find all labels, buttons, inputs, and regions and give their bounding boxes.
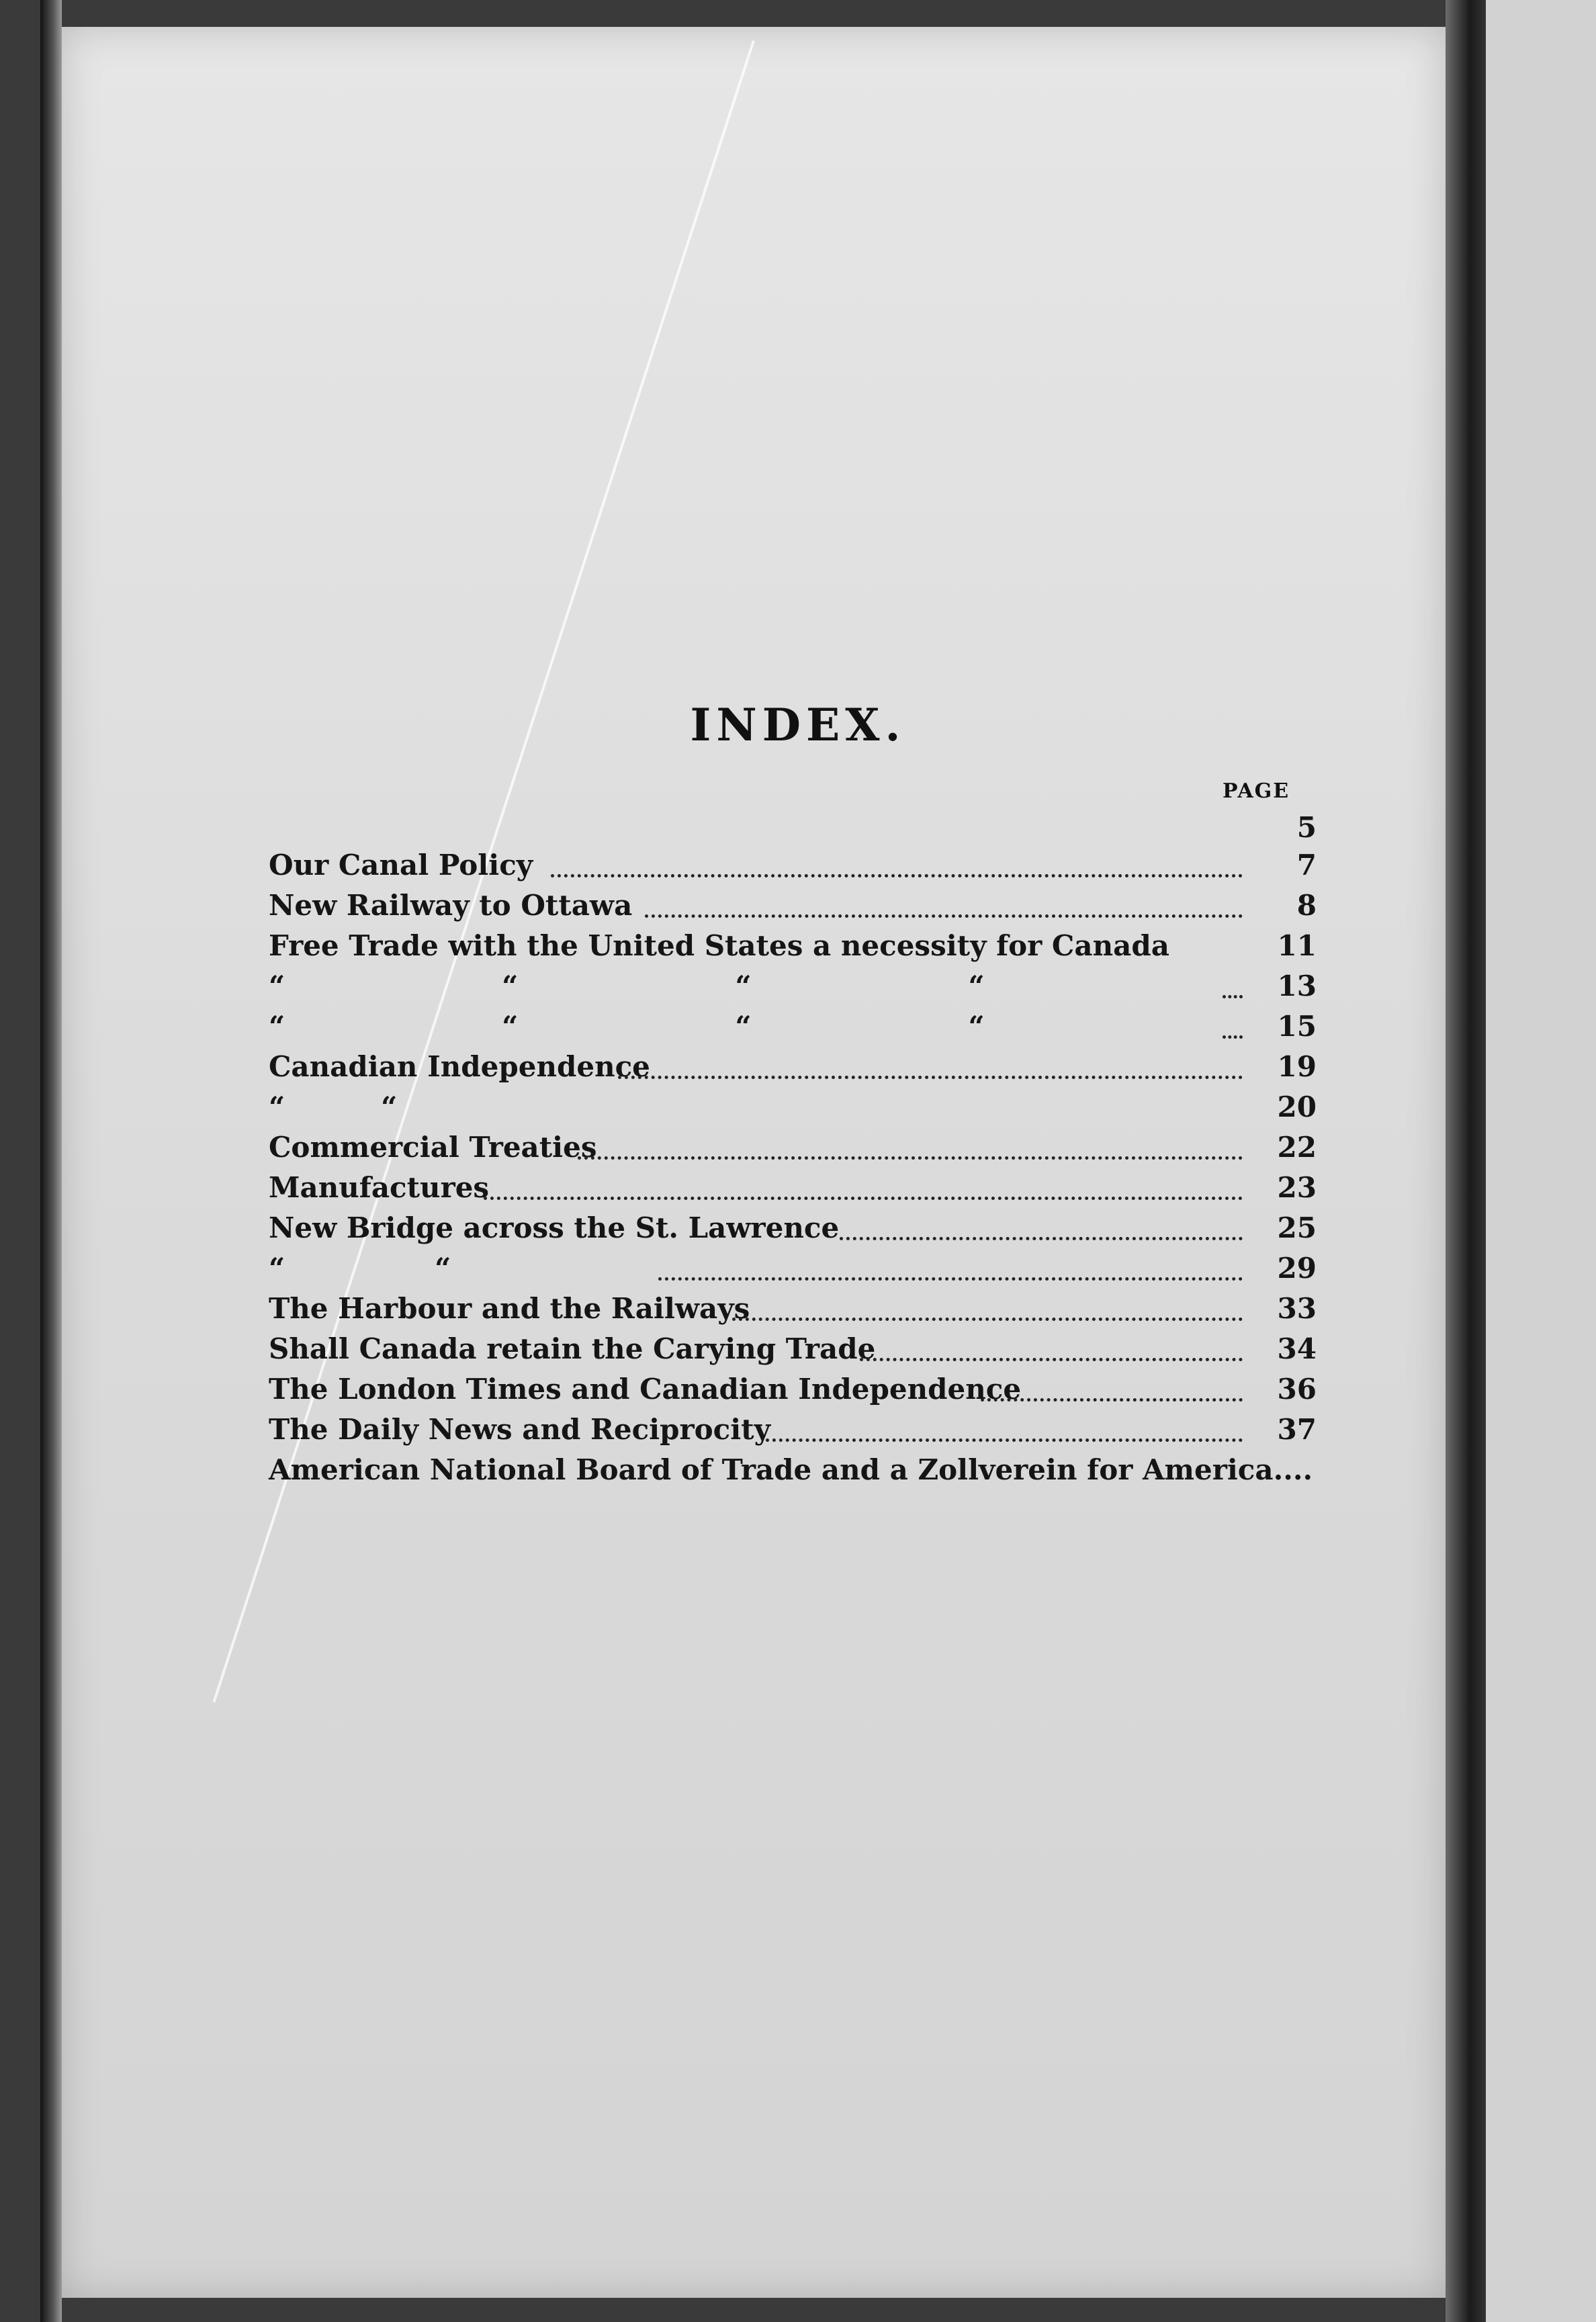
entry-page: 33	[1277, 1292, 1317, 1325]
entry-page: 37	[1277, 1413, 1317, 1446]
index-title: INDEX.	[690, 699, 906, 751]
dot-leader	[1223, 995, 1243, 998]
entry-page: 19	[1277, 1050, 1317, 1083]
index-entry	[269, 844, 1317, 887]
index-entry	[269, 1408, 1317, 1451]
entry-page: 25	[1277, 1211, 1317, 1244]
index-entry	[269, 1207, 1317, 1250]
book-gutter	[1446, 0, 1486, 2322]
index-entry	[269, 1005, 1317, 1048]
entry-page: 5	[1296, 811, 1317, 844]
index-entry	[269, 1045, 1317, 1088]
dot-leader	[732, 1318, 1243, 1321]
entry-page: 23	[1277, 1171, 1317, 1204]
index-entry	[269, 884, 1317, 927]
dot-leader	[618, 1076, 1243, 1079]
entry-title: The London Times and Canadian Independence	[269, 1373, 1022, 1406]
index-entry	[269, 1449, 1317, 1492]
entry-title: The Daily News and Reciprocity	[269, 1413, 770, 1446]
page-column-header: PAGE	[1223, 779, 1290, 803]
index-entry	[269, 1247, 1317, 1290]
dot-leader	[840, 1237, 1243, 1240]
index-entry	[269, 924, 1317, 968]
entry-title: Manufactures	[269, 1171, 490, 1204]
left-binding-edge	[40, 0, 62, 2322]
index-entry	[269, 1287, 1317, 1330]
entry-title: Shall Canada retain the Carying Trade	[269, 1332, 876, 1365]
adjacent-page-sliver	[1486, 0, 1596, 2322]
entry-page: 20	[1277, 1090, 1317, 1123]
dot-leader	[766, 1438, 1243, 1442]
entry-title: American National Board of Trade and a Zollverein for America....	[269, 1453, 1313, 1486]
entry-title: New Railway to Ottawa	[269, 889, 633, 922]
ditto-marks: “ “ “ “	[269, 1010, 987, 1043]
entry-page: 15	[1277, 1010, 1317, 1043]
entry-title: Commercial Treaties	[269, 1131, 597, 1164]
index-entry	[269, 1166, 1317, 1209]
index-entry	[269, 806, 1317, 849]
entry-title: The Harbour and the Railways	[269, 1292, 750, 1325]
dot-leader	[860, 1358, 1243, 1361]
index-entry	[269, 1328, 1317, 1371]
entry-page: 7	[1296, 849, 1317, 882]
ditto-marks: “ “ “ “	[269, 970, 987, 1002]
entry-page: 11	[1277, 929, 1317, 962]
entry-title: New Bridge across the St. Lawrence	[269, 1211, 840, 1244]
entry-title: Our Canal Policy	[269, 849, 533, 882]
index-entry	[269, 1368, 1317, 1411]
index-entry	[269, 965, 1317, 1008]
entry-page: 13	[1277, 970, 1317, 1002]
dot-leader	[484, 1197, 1243, 1200]
dot-leader	[658, 1277, 1243, 1281]
ditto-marks: “ “	[269, 1090, 400, 1123]
index-entry	[269, 1126, 1317, 1169]
entry-page: 36	[1277, 1373, 1317, 1406]
dot-leader	[981, 1398, 1243, 1402]
dot-leader	[645, 914, 1243, 918]
entry-page: 8	[1296, 889, 1317, 922]
entry-page: 34	[1277, 1332, 1317, 1365]
dot-leader	[578, 1156, 1243, 1160]
entry-page: 22	[1277, 1131, 1317, 1164]
index-entry	[269, 1086, 1317, 1129]
entry-page: 29	[1277, 1252, 1317, 1285]
entry-title: Free Trade with the United States a necessity for Canada	[269, 929, 1169, 962]
dot-leader	[1223, 1035, 1243, 1039]
ditto-marks: “ “	[269, 1252, 454, 1285]
entry-title: Canadian Independence	[269, 1050, 650, 1083]
dot-leader	[551, 874, 1243, 877]
